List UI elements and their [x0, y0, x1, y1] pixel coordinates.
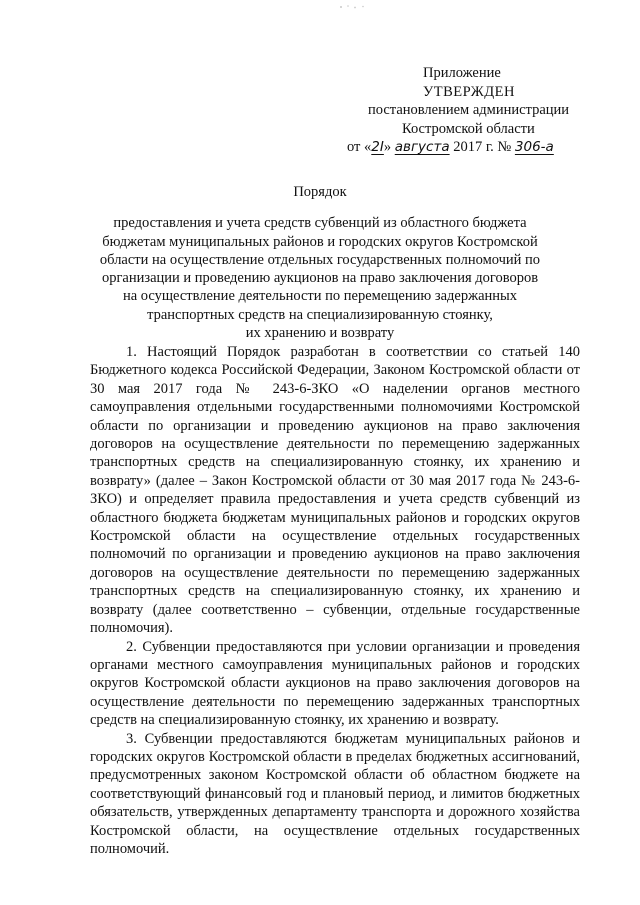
paragraph-1: 1. Настоящий Порядок разработан в соответствии со статьей 140 Бюджетного кодекса Российской Федерации, Законом Костромской области от 30 мая 2017 года № 243-6-ЗКО «О наделении органов местного самоуправления отдельными государственными полномочиями Костромской области по организации и проведению аукционов на право заключения договоров на осуществление деятельности по перемещению задержанных транспортных средств на специализированную стоянку, их хранению и возврату» (далее – Закон Костромской области от 30 мая 2017 года № 243-6-ЗКО) и определяет правила предоставления и учета средств субвенций из областного бюджета бюджетам муниципальных районов и городских округов Костромской области на осуществление отдельных государственных полномочий по организации и проведению аукционов на право заключения договоров на осуществление деятельности по перемещению задержанных транспортных средств на специализированную стоянку, их хранению и возврату (далее соответственно – субвенции, отдельные государственные полномочия).: [90, 344, 580, 637]
title-line: предоставления и учета средств субвенций из областного бюджета: [113, 215, 527, 232]
title-line: области на осуществление отдельных государственных полномочий по: [99, 251, 541, 268]
title-heading: Порядок: [293, 184, 347, 200]
date-prefix: от «: [347, 139, 372, 155]
title-line: на осуществление деятельности по перемещению задержанных: [122, 288, 518, 305]
document-body: [90, 343, 580, 858]
document-title: [80, 183, 560, 342]
date-month: августа: [394, 139, 450, 155]
paragraph-2: 2. Субвенции предоставляются при условии организации и проведения органами местного самоуправления муниципальных районов и городских округов Костромской области аукционов на право заключения договоров на осуществление деятельности по перемещению задержанных транспортных средств на специализированную стоянку, их хранению и возврату.: [90, 638, 580, 729]
date-mid: »: [383, 139, 395, 155]
date-number-line: [347, 138, 630, 157]
title-line: их хранению и возврату: [245, 325, 395, 342]
title-line: транспортных средств на специализированную стоянку,: [147, 306, 493, 323]
appendix-label: Приложение: [423, 65, 501, 81]
title-line: организации и проведению аукционов на право заключения договоров: [101, 270, 539, 287]
region-label: Костромской области: [402, 120, 535, 137]
paragraph-3: 3. Субвенции предоставляются бюджетам муниципальных районов и городских округов Костромской области в пределах бюджетных ассигнований, предусмотренных законом Костромской области об областном бюджете на соответствующий финансовый год и плановый период, и лимитов бюджетных обязательств, утвержденных департаменту транспорта и дорожного хозяйства Костромской области, на осуществление отдельных государственных полномочий.: [90, 730, 580, 857]
resolution-label: постановлением администрации: [368, 102, 570, 118]
document-number: 306-а: [514, 139, 554, 155]
approval-stamp-block: [330, 64, 630, 157]
date-year: 2017 г. №: [449, 139, 515, 155]
date-day: 2I: [371, 139, 384, 155]
title-line: бюджетам муниципальных районов и городских округов Костромской: [102, 233, 538, 250]
approved-label: УТВЕРЖДЕН: [423, 83, 515, 100]
scan-mark: [338, 4, 368, 10]
